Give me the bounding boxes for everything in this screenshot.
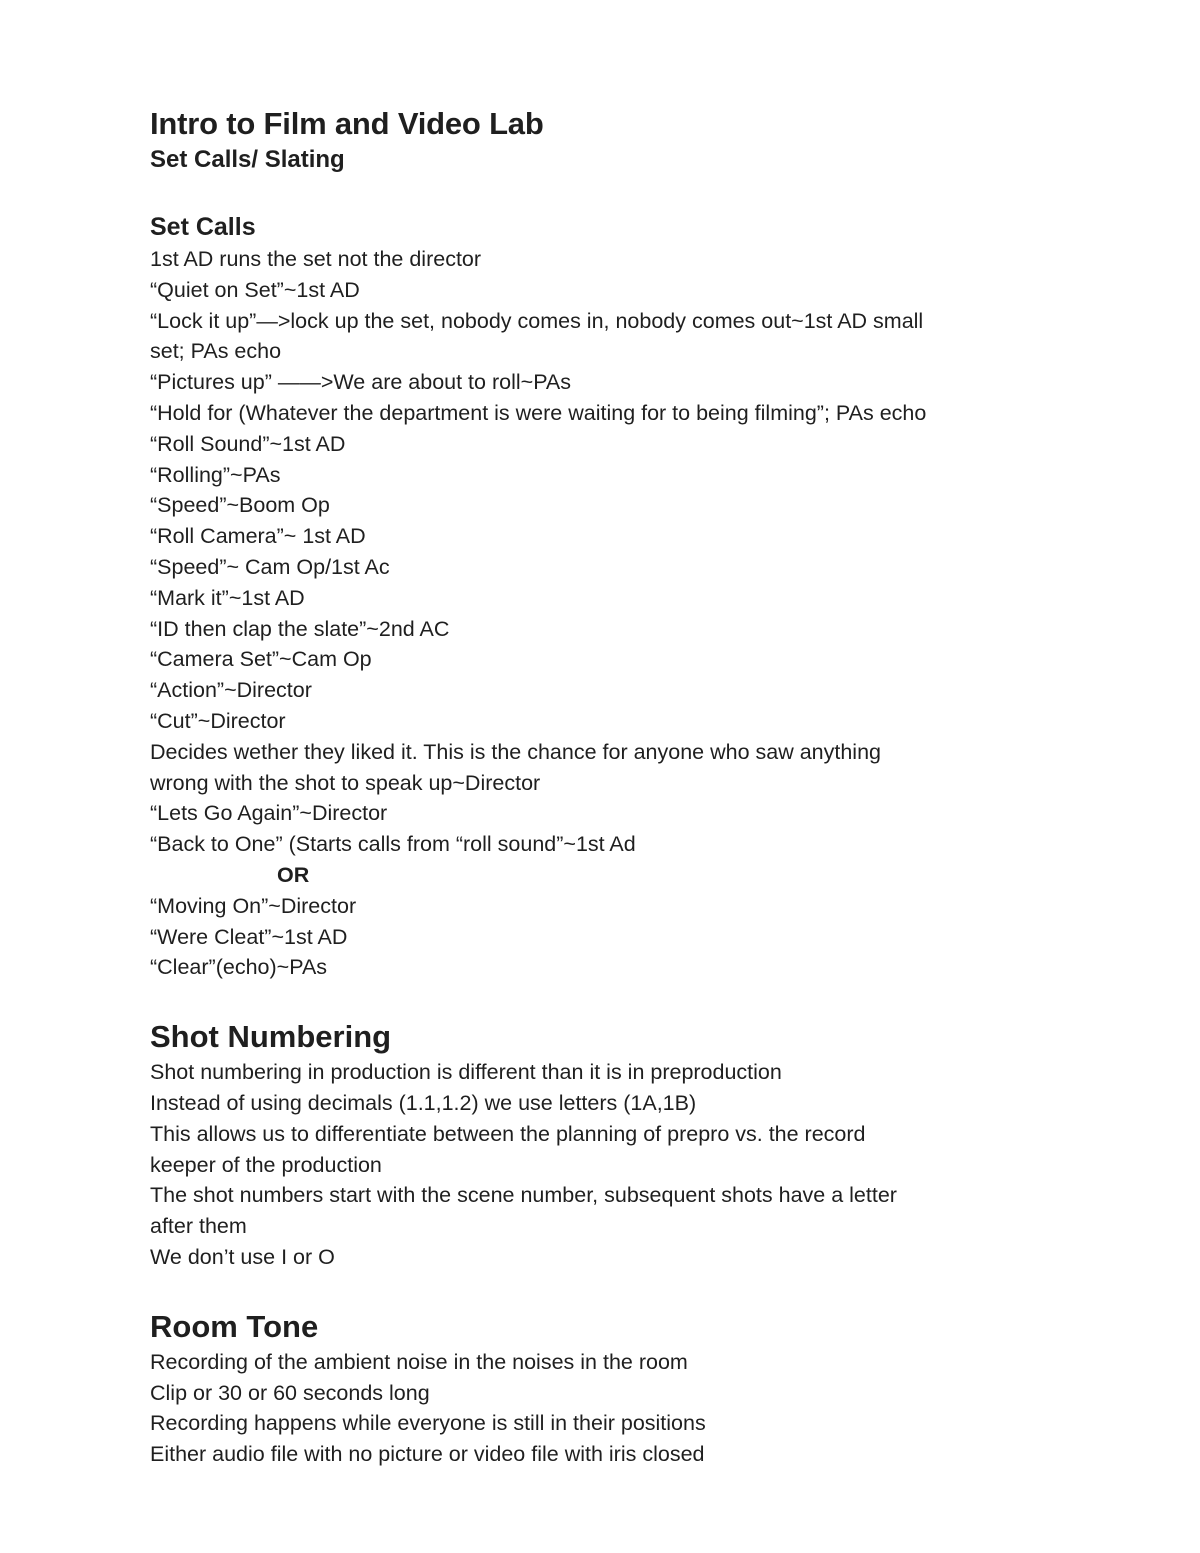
- or-label: OR: [277, 862, 310, 887]
- document-subtitle: Set Calls/ Slating: [150, 146, 345, 173]
- shot-numbering-section: [150, 1017, 1070, 1273]
- set-calls-line: “Camera Set”~Cam Op: [150, 647, 372, 672]
- document-title: Intro to Film and Video Lab: [150, 106, 544, 141]
- set-calls-line: “Rolling”~PAs: [150, 462, 281, 487]
- shot-numbering-line: Shot numbering in production is different than it is in preproduction: [150, 1060, 782, 1085]
- set-calls-line: “Lets Go Again”~Director: [150, 801, 388, 826]
- set-calls-line: “Mark it”~1st AD: [150, 585, 305, 610]
- shot-numbering-heading: Shot Numbering: [150, 1019, 392, 1055]
- shot-numbering-line: after them: [150, 1214, 247, 1239]
- document-page: [150, 104, 1070, 1470]
- section-spacer: [150, 983, 1070, 1017]
- set-calls-line: “ID then clap the slate”~2nd AC: [150, 616, 450, 641]
- set-calls-line: set; PAs echo: [150, 339, 282, 364]
- section-spacer: [150, 1273, 1070, 1307]
- set-calls-line: 1st AD runs the set not the director: [150, 247, 482, 271]
- shot-numbering-line: The shot numbers start with the scene number, subsequent shots have a letter: [150, 1183, 897, 1208]
- shot-numbering-line: keeper of the production: [150, 1152, 382, 1177]
- set-calls-line: wrong with the shot to speak up~Director: [150, 770, 541, 795]
- room-tone-line: Recording happens while everyone is still in their positions: [150, 1411, 706, 1436]
- set-calls-section: [150, 210, 1070, 983]
- set-calls-line: “Speed”~Boom Op: [150, 493, 330, 518]
- room-tone-heading: Room Tone: [150, 1308, 319, 1344]
- set-calls-line: “Quiet on Set”~1st AD: [150, 277, 360, 302]
- set-calls-line: “Roll Sound”~1st AD: [150, 431, 346, 456]
- set-calls-line: “Moving On”~Director: [150, 893, 357, 918]
- set-calls-heading: Set Calls: [150, 213, 256, 241]
- set-calls-line: “Cut”~Director: [150, 708, 286, 733]
- set-calls-line: “Clear”(echo)~PAs: [150, 955, 328, 980]
- shot-numbering-line: We don’t use I or O: [150, 1244, 335, 1269]
- set-calls-line: “Action”~Director: [150, 678, 312, 703]
- set-calls-line: “Hold for (Whatever the department is were waiting for to being filming”; PAs echo: [150, 400, 927, 425]
- set-calls-line: “Were Cleat”~1st AD: [150, 924, 348, 949]
- room-tone-section: [150, 1307, 1070, 1470]
- shot-numbering-line: This allows us to differentiate between the planning of prepro vs. the record: [150, 1121, 866, 1146]
- room-tone-line: Recording of the ambient noise in the noises in the room: [150, 1349, 688, 1374]
- room-tone-line: Clip or 30 or 60 seconds long: [150, 1380, 430, 1405]
- room-tone-line: Either audio file with no picture or video file with iris closed: [150, 1442, 705, 1467]
- set-calls-line: “Pictures up” ——>We are about to roll~PAs: [150, 370, 572, 395]
- set-calls-line: Decides wether they liked it. This is the chance for anyone who saw anything: [150, 739, 881, 764]
- shot-numbering-line: Instead of using decimals (1.1,1.2) we use letters (1A,1B): [150, 1090, 697, 1115]
- set-calls-line: “Speed”~ Cam Op/1st Ac: [150, 554, 390, 579]
- set-calls-line: “Roll Camera”~ 1st AD: [150, 524, 366, 549]
- set-calls-line: “Back to One” (Starts calls from “roll sound”~1st Ad: [150, 832, 636, 857]
- set-calls-line: “Lock it up”—>lock up the set, nobody comes in, nobody comes out~1st AD small: [150, 308, 924, 333]
